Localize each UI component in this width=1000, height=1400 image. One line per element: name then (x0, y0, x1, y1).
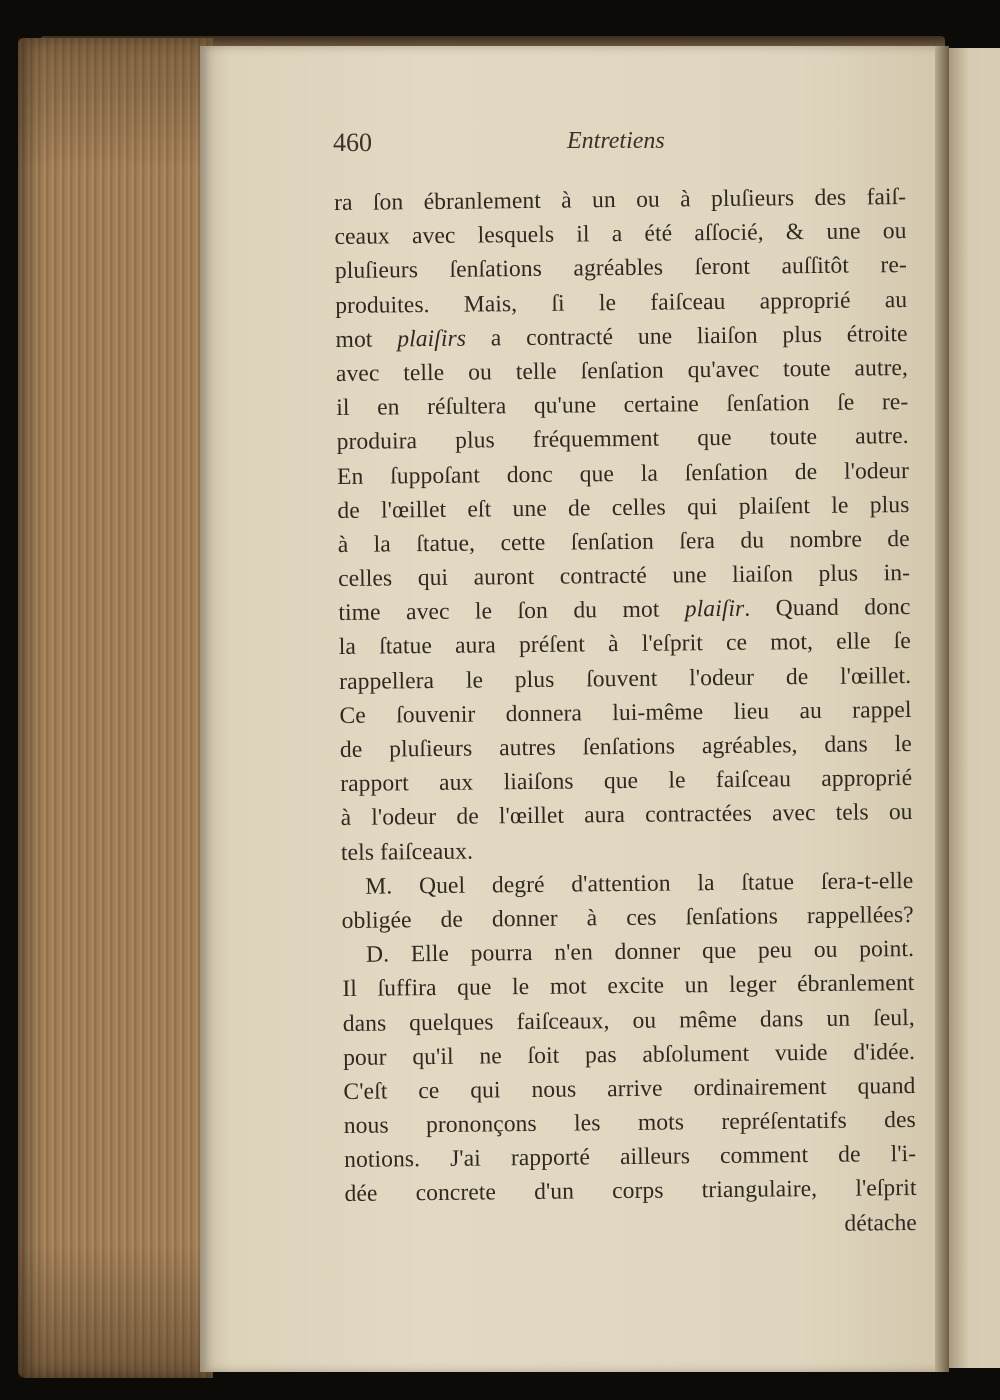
text-line (337, 453, 909, 493)
book-fore-edge (18, 38, 213, 1378)
italic-word: plaiſir (684, 595, 745, 623)
text-segment: C'eſt ce qui nous arrive ordinairement quand (343, 1072, 916, 1105)
text-line (344, 1171, 916, 1211)
text-segment: la ſtatue aura préſent à l'eſprit ce mot, elle ſe (338, 628, 911, 661)
text-line (335, 248, 907, 288)
text-segment: a contracté une liaiſon plus étroite (465, 320, 908, 352)
italic-word: plaiſirs (397, 325, 467, 353)
text-segment: produira plus fréquemment que toute autre. (336, 423, 909, 456)
catchword (345, 1206, 917, 1246)
text-segment: obligée de donner à ces ſenſations rappellées? (341, 901, 914, 934)
text-segment: avec telle ou telle ſenſation qu'avec toute autre, (335, 354, 909, 387)
page-number: 460 (333, 128, 372, 157)
text-segment: ra ſon ébranlement à un ou à pluſieurs des faiſ- (334, 184, 907, 216)
text-segment: il en réſultera qu'une certaine ſenſation ſe re- (336, 389, 909, 422)
text-line (337, 419, 909, 459)
running-title: Entretiens (567, 128, 665, 154)
text-line (342, 966, 914, 1006)
text-segment: mot (335, 326, 398, 353)
text-segment: nous prononçons les mots repréſentatifs des (343, 1107, 916, 1140)
text-segment: rappellera le plus ſouvent l'odeur de l'œillet. (339, 662, 912, 695)
text-segment: détache (844, 1209, 918, 1237)
text-segment: time avec le ſon du mot (338, 596, 685, 627)
book-gutter (935, 46, 949, 1372)
text-segment: pluſieurs ſenſations agréables ſeront auſſitôt re- (334, 252, 907, 285)
text-segment: En ſuppoſant donc que la ſenſation de l'odeur (336, 457, 910, 490)
page-header (333, 128, 903, 162)
text-segment: produites. Mais, ſi le faiſceau approprié au (335, 286, 908, 319)
text-segment: D. Elle pourra n'en donner que peu ou point. (365, 936, 915, 968)
text-segment: pour qu'il ne ſoit pas abſolument vuide d'idée. (342, 1038, 916, 1071)
text-line (337, 488, 909, 528)
text-segment: notions. J'ai rapporté ailleurs comment de l'i- (344, 1141, 917, 1174)
text-segment: de l'œillet eſt une de celles qui plaiſent le plus (337, 491, 910, 524)
facing-page-edge (949, 48, 1000, 1368)
text-segment: à l'odeur de l'œillet aura contractées avec tels ou (340, 799, 913, 832)
text-segment: tels faiſceaux. (340, 838, 474, 866)
page-body-text (334, 180, 917, 1246)
text-line (335, 283, 907, 323)
text-line (343, 1035, 915, 1075)
text-segment: rapport aux liaiſons que le faiſceau approprié (340, 765, 913, 798)
text-segment: Il ſuffira que le mot excite un leger ébranlement (342, 970, 915, 1003)
text-segment: à la ſtatue, cette ſenſation ſera du nombre de (337, 525, 910, 558)
text-line (340, 795, 912, 835)
text-line (339, 624, 911, 664)
text-segment: ceaux avec lesquels il a été aſſocié, & une ou (334, 218, 907, 251)
text-segment: . Quand donc (744, 594, 911, 622)
text-segment: M. Quel degré d'attention la ſtatue ſera-t-elle (365, 867, 914, 900)
text-line (343, 1000, 915, 1040)
text-segment: celles qui auront contracté une liaiſon plus in- (337, 560, 911, 593)
text-segment: de pluſieurs autres ſenſations agréables, dans le (339, 730, 913, 763)
text-line (339, 659, 911, 699)
text-segment: dans quelques faiſceaux, ou même dans un ſeul, (342, 1004, 915, 1037)
text-segment: Ce ſouvenir donnera lui-même lieu au rappel (339, 696, 912, 729)
text-segment: dée concrete d'un corps triangulaire, l'eſprit (344, 1175, 917, 1208)
